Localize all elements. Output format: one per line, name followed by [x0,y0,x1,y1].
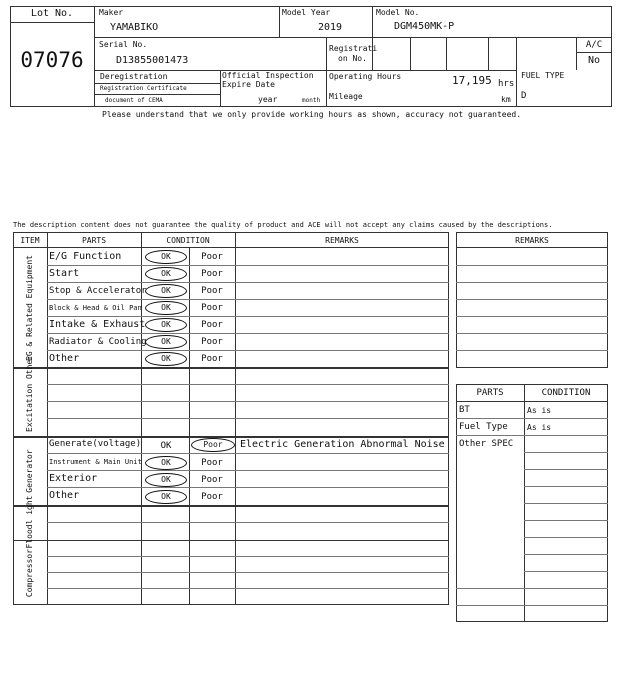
gen-ok-2: OK [161,458,171,467]
eg-part-4: Block & Head & Oil Pan [49,304,142,312]
gen-part-3: Exterior [49,473,98,484]
right-parts-label: PARTS [476,388,504,398]
gen-part-4: Other [49,490,80,501]
eg-ok-5: OK [161,320,171,329]
eg-ok-3: OK [161,286,171,295]
gen-part-1: Generate(voltage) [49,439,142,449]
km-label: km [501,95,511,104]
ac-label: A/C [585,40,603,50]
right-condition-label: CONDITION [541,388,591,398]
col-item: ITEM [20,236,40,245]
group-floodlight-label: Floodl ight [25,495,34,549]
ac-value: No [587,55,601,66]
disclaimer: The description content does not guarantee the quality of product and ACE will not accept any claims caused by the descriptions. [13,221,553,229]
eg-part-6: Radiator & Cooling [49,337,147,347]
registration-certificate-label: Registration Certificate [100,85,187,92]
gen-poor-2: Poor [201,458,223,468]
operating-hours-label: Operating Hours [329,72,402,81]
eg-ok-7: OK [161,354,171,363]
fuel-type-label: FUEL TYPE [521,71,565,80]
official-inspection-label-2: Expire Date [222,80,275,89]
eg-part-3: Stop & Accelerator [49,286,147,296]
group-eg-label: EG & Related Equipment [25,255,34,361]
eg-part-1: E/G Function [49,251,122,262]
hrs-label: hrs [498,79,515,89]
right-part-2: Fuel Type [459,422,508,432]
eg-poor-6: Poor [201,337,223,347]
gen-poor-1: Poor [203,440,223,449]
eg-poor-4: Poor [201,303,223,313]
eg-ok-1: OK [161,252,171,261]
right-condition-1: As is [527,406,552,415]
eg-poor-7: Poor [201,354,223,364]
deregistration-label: Deregistration [100,72,168,81]
gen-ok-4: OK [161,492,171,501]
eg-poor-3: Poor [201,286,223,296]
eg-ok-4: OK [161,303,171,312]
right-part-1: BT [459,405,470,415]
gen-remark-1: Electric Generation Abnormal Noise [240,439,445,450]
serial-no-value: D13855001473 [116,55,189,66]
gen-ok-1: OK [160,441,172,451]
gen-ok-3: OK [161,475,171,484]
registration-label-2: on No. [338,54,367,63]
gen-part-2: Instrument & Main Unit [49,458,142,466]
eg-ok-6: OK [161,337,171,346]
month-label: month [302,97,321,104]
group-generator-label: Generator [25,449,34,493]
lot-no-value: 07076 [20,48,84,72]
model-no-value: DGM450MK-P [394,21,455,32]
serial-no-label: Serial No. [99,40,148,49]
col-condition: CONDITION [166,236,210,245]
mileage-label: Mileage [329,92,363,101]
right-remarks-box [456,232,608,368]
col-parts: PARTS [81,236,107,245]
gen-poor-3: Poor [201,475,223,485]
right-condition-2: As is [527,423,552,432]
lot-no-label: Lot No. [30,8,74,19]
eg-poor-2: Poor [201,269,223,279]
working-hours-note: Please understand that we only provide working hours as shown, accuracy not guaranteed. [102,110,522,119]
model-year-label: Model Year [282,8,331,17]
operating-hours-value: 17,195 [452,74,492,87]
document-of-cema-label: document of CEMA [105,97,163,104]
maker-value: YAMABIKO [110,22,159,33]
official-inspection-label-1: Official Inspection [222,71,314,80]
eg-ok-2: OK [161,269,171,278]
model-no-label: Model No. [376,8,420,17]
gen-poor-4: Poor [201,492,223,502]
year-label: year [258,95,278,104]
maker-label: Maker [99,8,124,17]
eg-poor-1: Poor [201,252,223,262]
registration-label-1: Registrati [329,44,378,53]
eg-part-2: Start [49,268,80,279]
eg-poor-5: Poor [201,320,223,330]
right-part-3: Other SPEC [459,439,514,449]
model-year-value: 2019 [318,22,343,33]
group-excitation-label: Excitation Other [25,354,34,432]
eg-part-5: Intake & Exhaust [49,319,146,330]
fuel-type-value: D [521,91,527,101]
right-remarks-label: REMARKS [515,236,549,245]
group-compressor-label: Compressor [25,548,34,598]
col-remarks: REMARKS [325,236,359,245]
eg-part-7: Other [49,353,80,364]
